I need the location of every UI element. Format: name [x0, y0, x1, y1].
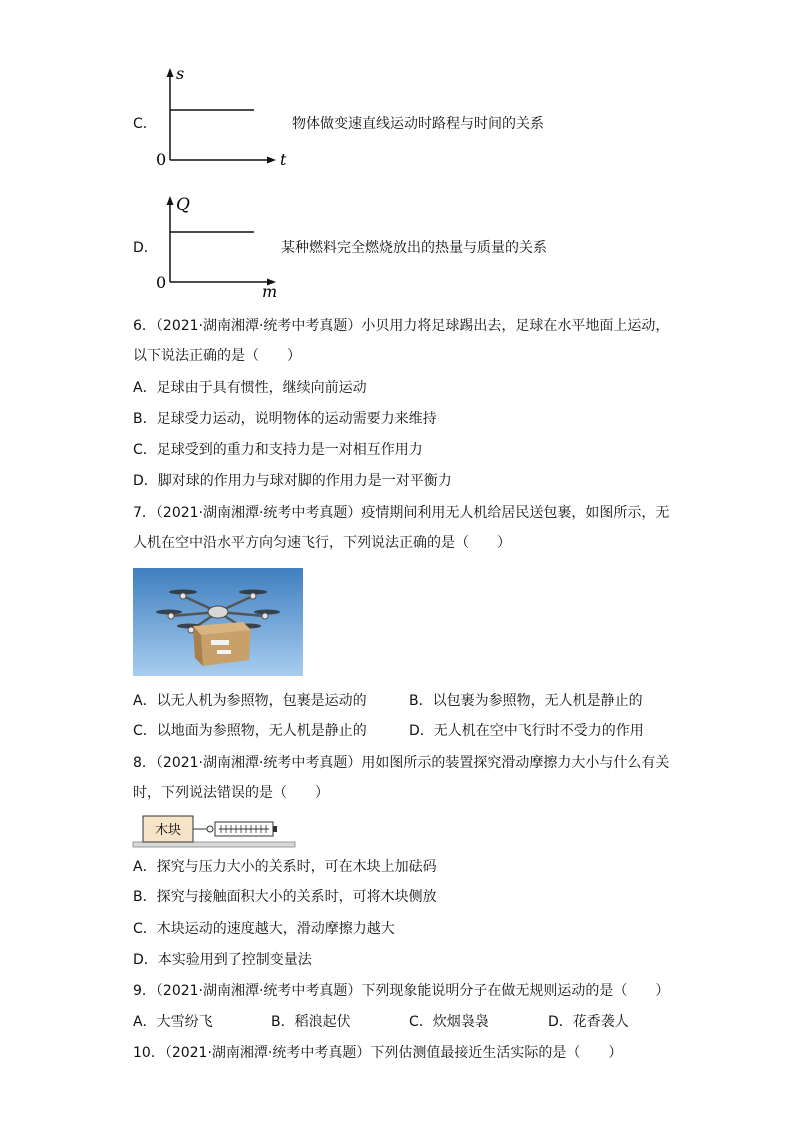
graph-d-y-arrow	[167, 196, 174, 205]
q6-option-c: C．足球受到的重力和支持力是一对相互作用力	[133, 442, 423, 458]
graph-d-caption: 某种燃料完全燃烧放出的热量与质量的关系	[281, 240, 547, 256]
q6-option-d: D．脚对球的作用力与球对脚的作用力是一对平衡力	[133, 473, 452, 489]
q8-stem-line2: 时，下列说法错误的是（ ）	[133, 785, 329, 801]
q8-stem-line1: 8．（2021·湖南湘潭·统考中考真题）用如图所示的装置探究滑动摩擦力大小与什么有关	[133, 755, 670, 771]
graph-c-x-label: t	[280, 150, 287, 169]
q9-option-d: D．花香袭人	[548, 1014, 629, 1030]
option-d-label: D．	[133, 240, 158, 256]
q7-stem-line2: 人机在空中沿水平方向匀速飞行，下列说法正确的是（ ）	[133, 535, 511, 551]
q8-option-d: D．本实验用到了控制变量法	[133, 952, 312, 968]
graph-c-y-arrow	[167, 68, 174, 77]
q10-stem: 10．（2021·湖南湘潭·统考中考真题）下列估测值最接近生活实际的是（ ）	[133, 1045, 623, 1061]
q9-stem: 9．（2021·湖南湘潭·统考中考真题）下列现象能说明分子在做无规则运动的是（ ）	[133, 983, 670, 999]
package-box-front	[201, 630, 251, 666]
graph-c-s-t	[150, 66, 290, 170]
hook-icon	[207, 826, 213, 832]
graph-c-y-label: s	[176, 66, 185, 83]
package-label	[211, 640, 229, 645]
q7-stem-line1: 7．（2021·湖南湘潭·统考中考真题）疫情期间利用无人机给居民送包裹，如图所示，无	[133, 505, 670, 521]
graph-d-origin: 0	[156, 273, 167, 292]
q6-stem-line1: 6．（2021·湖南湘潭·统考中考真题）小贝用力将足球踢出去，足球在水平地面上运动，	[133, 318, 670, 334]
q6-option-a: A．足球由于具有惯性，继续向前运动	[133, 380, 367, 396]
drone-body	[208, 606, 228, 618]
q8-option-c: C．木块运动的速度越大，滑动摩擦力越大	[133, 921, 395, 937]
drone-delivery-image	[133, 568, 303, 676]
option-c-label: C．	[133, 116, 157, 132]
q7-option-c: C．以地面为参照物，无人机是静止的	[133, 723, 367, 739]
q6-stem-line2: 以下说法正确的是（ ）	[133, 348, 301, 364]
q8-option-a: A．探究与压力大小的关系时，可在木块上加砝码	[133, 859, 437, 875]
q8-option-b: B．探究与接触面积大小的关系时，可将木块侧放	[133, 889, 437, 905]
friction-apparatus-diagram	[131, 814, 301, 850]
q7-option-a: A．以无人机为参照物，包裹是运动的	[133, 693, 367, 709]
graph-d-x-label: m	[262, 282, 278, 300]
graph-d-y-label: Q	[176, 195, 190, 215]
q9-option-c: C．炊烟袅袅	[409, 1014, 489, 1030]
graph-c-caption: 物体做变速直线运动时路程与时间的关系	[292, 116, 544, 132]
q9-option-a: A．大雪纷飞	[133, 1014, 213, 1030]
graph-d-q-m	[150, 190, 290, 300]
wood-block-label: 木块	[154, 823, 182, 838]
graph-c-origin: 0	[156, 150, 167, 169]
q7-option-d: D．无人机在空中飞行时不受力的作用	[409, 723, 644, 739]
table-surface	[133, 842, 295, 847]
graph-c-x-arrow	[267, 157, 276, 164]
q6-option-b: B．足球受力运动，说明物体的运动需要力来维持	[133, 411, 437, 427]
q9-option-b: B．稻浪起伏	[271, 1014, 351, 1030]
q7-option-b: B．以包裹为参照物，无人机是静止的	[409, 693, 643, 709]
